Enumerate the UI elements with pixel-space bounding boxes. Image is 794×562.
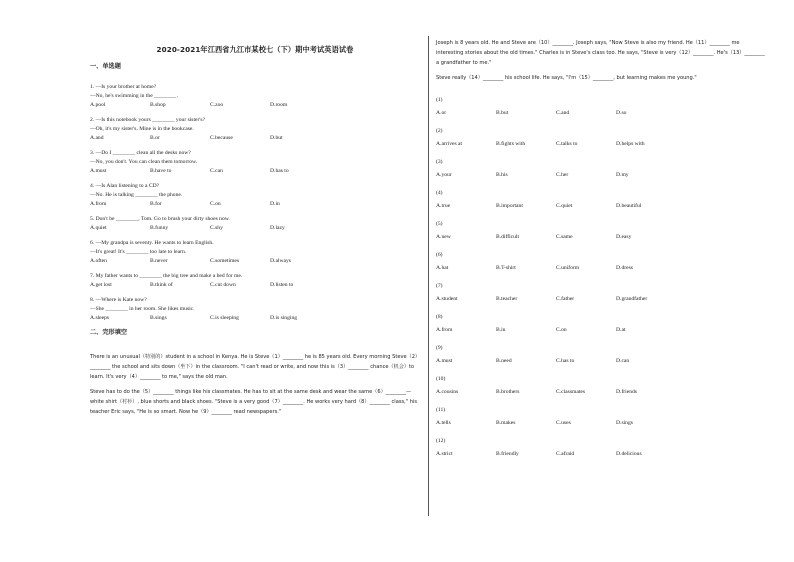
question-item — [90, 215, 420, 233]
exam-title: 2020-2021年江西省九江市某校七（下）期中考试英语试卷 — [156, 45, 354, 54]
answer-options — [436, 357, 766, 366]
answer-option: C.zoo — [210, 102, 224, 108]
passage-paragraph: Steve really（14）________ his school life. He says, "I'm（15）________, but learning makes me young." — [436, 75, 697, 81]
cloze-item — [436, 158, 766, 180]
answer-option: D.listen to — [270, 282, 294, 288]
answer-option: A.your — [436, 172, 452, 178]
cloze-item — [436, 406, 766, 428]
question-item — [90, 296, 420, 323]
cloze-number: (3) — [436, 159, 443, 165]
answer-option: D.my — [616, 172, 629, 178]
answer-option: A.or — [436, 110, 447, 116]
question-text: —It's great! It's ________ too late to learn. — [90, 249, 187, 255]
question-text: 7. My father wants to ________ the big tree and make a bed for me. — [90, 273, 243, 279]
answer-option: D.grandfather — [616, 296, 648, 302]
answer-option: D.always — [270, 258, 291, 264]
answer-option: A.true — [436, 203, 451, 209]
cloze-item — [436, 344, 766, 366]
question-item — [90, 239, 420, 266]
answer-option: D.sings — [616, 420, 633, 426]
answer-options — [90, 314, 420, 323]
answer-option: D.in — [270, 201, 280, 207]
answer-option: C.because — [210, 135, 233, 141]
question-text: 4. —Is Alan listening to a CD? — [90, 183, 160, 189]
answer-option: B.friendly — [496, 451, 519, 457]
cloze-number: (1) — [436, 97, 443, 103]
question-text: —She ________ in her room. She likes music. — [90, 306, 195, 312]
cloze-item — [436, 251, 766, 273]
answer-option: D.delicious — [616, 451, 642, 457]
cloze-number: (10) — [436, 376, 446, 382]
answer-option: D.can — [616, 358, 630, 364]
answer-option: B.for — [150, 201, 162, 207]
passage-paragraph: Joseph is 8 years old. He and Steve are（10）________. Joseph says, "Now Steve is also my friend. He（11）________ me interesting stories about the old times." Charles is in Steve's class too. He says, "Steve is very（12）________. He's（13）________ a grandfather to me." — [436, 40, 765, 66]
answer-option: A.from — [90, 201, 107, 207]
cloze-item — [436, 313, 766, 335]
question-text: 8. —Where is Kate now? — [90, 297, 147, 303]
answer-option: A.must — [436, 358, 453, 364]
cloze-number: (9) — [436, 345, 443, 351]
answer-option: C.and — [556, 110, 570, 116]
question-text: 1. —Is your brother at home? — [90, 84, 157, 90]
question-item — [90, 116, 420, 143]
answer-options — [436, 171, 766, 180]
answer-option: B.important — [496, 203, 523, 209]
question-item — [90, 272, 420, 290]
answer-option: C.classmates — [556, 389, 586, 395]
answer-option: A.quiet — [90, 225, 107, 231]
answer-option: B.or — [150, 135, 160, 141]
cloze-item — [436, 96, 766, 118]
cloze-item — [436, 437, 766, 459]
section-heading-cloze: 二、完形填空 — [90, 329, 128, 336]
answer-option: B.have to — [150, 168, 172, 174]
cloze-number: (11) — [436, 407, 446, 413]
answer-options — [436, 109, 766, 118]
cloze-number: (7) — [436, 283, 443, 289]
answer-option: A.student — [436, 296, 458, 302]
answer-options — [90, 224, 420, 233]
question-text: —No, you don't. You can clean them tomorrow. — [90, 159, 198, 165]
question-item — [90, 83, 420, 110]
cloze-number: (5) — [436, 221, 443, 227]
answer-option: A.often — [90, 258, 107, 264]
answer-options — [90, 200, 420, 209]
cloze-item — [436, 375, 766, 397]
answer-option: B.think of — [150, 282, 173, 288]
cloze-number: (6) — [436, 252, 443, 258]
answer-option: B.but — [496, 110, 509, 116]
answer-options — [436, 264, 766, 273]
question-item — [90, 182, 420, 209]
answer-option: B.teacher — [496, 296, 518, 302]
answer-option: C.talks to — [556, 141, 578, 147]
question-text: 6. —My grandpa is seventy. He wants to learn English. — [90, 240, 214, 246]
answer-option: D.easy — [616, 234, 632, 240]
answer-option: C.same — [556, 234, 573, 240]
cloze-number: (12) — [436, 438, 446, 444]
answer-option: D.is singing — [270, 315, 298, 321]
section-heading-single-choice: 一、单选题 — [90, 63, 121, 70]
cloze-number: (8) — [436, 314, 443, 320]
passage-paragraph: There is an unusual（特別的）student in a school in Kenya. He is Steve（1）________ he is 85 years old. Every morning Steve（2）________ the school and sits down（坐下）in the classroom. "I can't read or write, and now this is（3）________ chance（机会）to learn. It's very（4）________ to me," says the old man. — [90, 354, 418, 380]
answer-option: C.uses — [556, 420, 571, 426]
answer-options — [436, 326, 766, 335]
answer-option: C.her — [556, 172, 569, 178]
question-text: 5. Don't be ________, Tom. Go to brush your dirty shoes now. — [90, 216, 230, 222]
cloze-item — [436, 220, 766, 242]
answer-option: B.his — [496, 172, 508, 178]
answer-option: D.room — [270, 102, 288, 108]
answer-options — [90, 134, 420, 143]
answer-option: A.and — [90, 135, 104, 141]
single-choice-questions — [90, 83, 420, 323]
column-divider — [428, 36, 429, 516]
answer-options — [436, 140, 766, 149]
question-text: —No, he's swimming in the ________. — [90, 93, 178, 99]
cloze-number: (4) — [436, 190, 443, 196]
question-text: —Oh, it's my sister's. Mine is in the bookcase. — [90, 126, 194, 132]
answer-option: A.pool — [90, 102, 106, 108]
answer-option: A.hat — [436, 265, 449, 271]
answer-options — [90, 101, 420, 110]
answer-option: A.get lost — [90, 282, 112, 288]
answer-options — [90, 281, 420, 290]
answer-option: A.must — [90, 168, 107, 174]
answer-option: B.T-shirt — [496, 265, 516, 271]
answer-option: D.lazy — [270, 225, 285, 231]
answer-option: D.so — [616, 110, 627, 116]
question-text: 3. —Do I ________ clean all the desks now? — [90, 150, 191, 156]
answer-option: B.shop — [150, 102, 166, 108]
cloze-item — [436, 282, 766, 304]
answer-option: A.sleeps — [90, 315, 110, 321]
answer-option: B.funny — [150, 225, 169, 231]
answer-option: D.beautiful — [616, 203, 642, 209]
answer-option: D.helps with — [616, 141, 645, 147]
answer-option: B.brothers — [496, 389, 520, 395]
answer-option: A.new — [436, 234, 451, 240]
answer-option: C.sometimes — [210, 258, 240, 264]
answer-option: A.cousins — [436, 389, 459, 395]
answer-options — [436, 450, 766, 459]
question-text: 2. —Is this notebook yours ________ your sister's? — [90, 117, 206, 123]
answer-option: C.on — [556, 327, 567, 333]
answer-options — [436, 202, 766, 211]
question-text: —No. He is talking ________ the phone. — [90, 192, 183, 198]
answer-option: C.has to — [556, 358, 575, 364]
answer-option: C.afraid — [556, 451, 575, 457]
answer-options — [436, 419, 766, 428]
cloze-item — [436, 127, 766, 149]
cloze-number: (2) — [436, 128, 443, 134]
answer-options — [436, 295, 766, 304]
answer-option: C.quiet — [556, 203, 573, 209]
question-item — [90, 149, 420, 176]
answer-option: B.makes — [496, 420, 516, 426]
answer-option: B.in — [496, 327, 506, 333]
answer-option: B.fights with — [496, 141, 526, 147]
cloze-item — [436, 189, 766, 211]
answer-option: C.is sleeping — [210, 315, 239, 321]
cloze-questions — [436, 96, 766, 459]
answer-option: C.cut down — [210, 282, 236, 288]
answer-options — [436, 233, 766, 242]
answer-option: D.dress — [616, 265, 633, 271]
answer-option: C.can — [210, 168, 223, 174]
answer-options — [90, 257, 420, 266]
answer-option: B.need — [496, 358, 512, 364]
answer-option: B.difficult — [496, 234, 520, 240]
answer-option: D.but — [270, 135, 283, 141]
passage-paragraph: Steve has to do the（5）________ things like his classmates. He has to sit at the same desk and wear the same（6）________—white shirt（衬衫）, blue shorts and black shoes. "Steve is a very good（7）________. He works very hard（8）________ class," his teacher Eric says, "He is so smart. Now he（9）________ read newspapers." — [90, 389, 418, 415]
answer-option: A.arrives at — [436, 141, 463, 147]
answer-options — [90, 167, 420, 176]
answer-option: D.friends — [616, 389, 637, 395]
answer-option: B.sings — [150, 315, 167, 321]
answer-option: A.from — [436, 327, 453, 333]
answer-option: C.uniform — [556, 265, 580, 271]
answer-option: A.tells — [436, 420, 451, 426]
right-column — [436, 38, 766, 468]
answer-options — [436, 388, 766, 397]
answer-option: A.strict — [436, 451, 453, 457]
left-column — [90, 38, 420, 422]
answer-option: C.shy — [210, 225, 223, 231]
answer-option: D.has to — [270, 168, 289, 174]
answer-option: D.at — [616, 327, 626, 333]
answer-option: C.father — [556, 296, 575, 302]
answer-option: B.never — [150, 258, 168, 264]
answer-option: C.on — [210, 201, 221, 207]
